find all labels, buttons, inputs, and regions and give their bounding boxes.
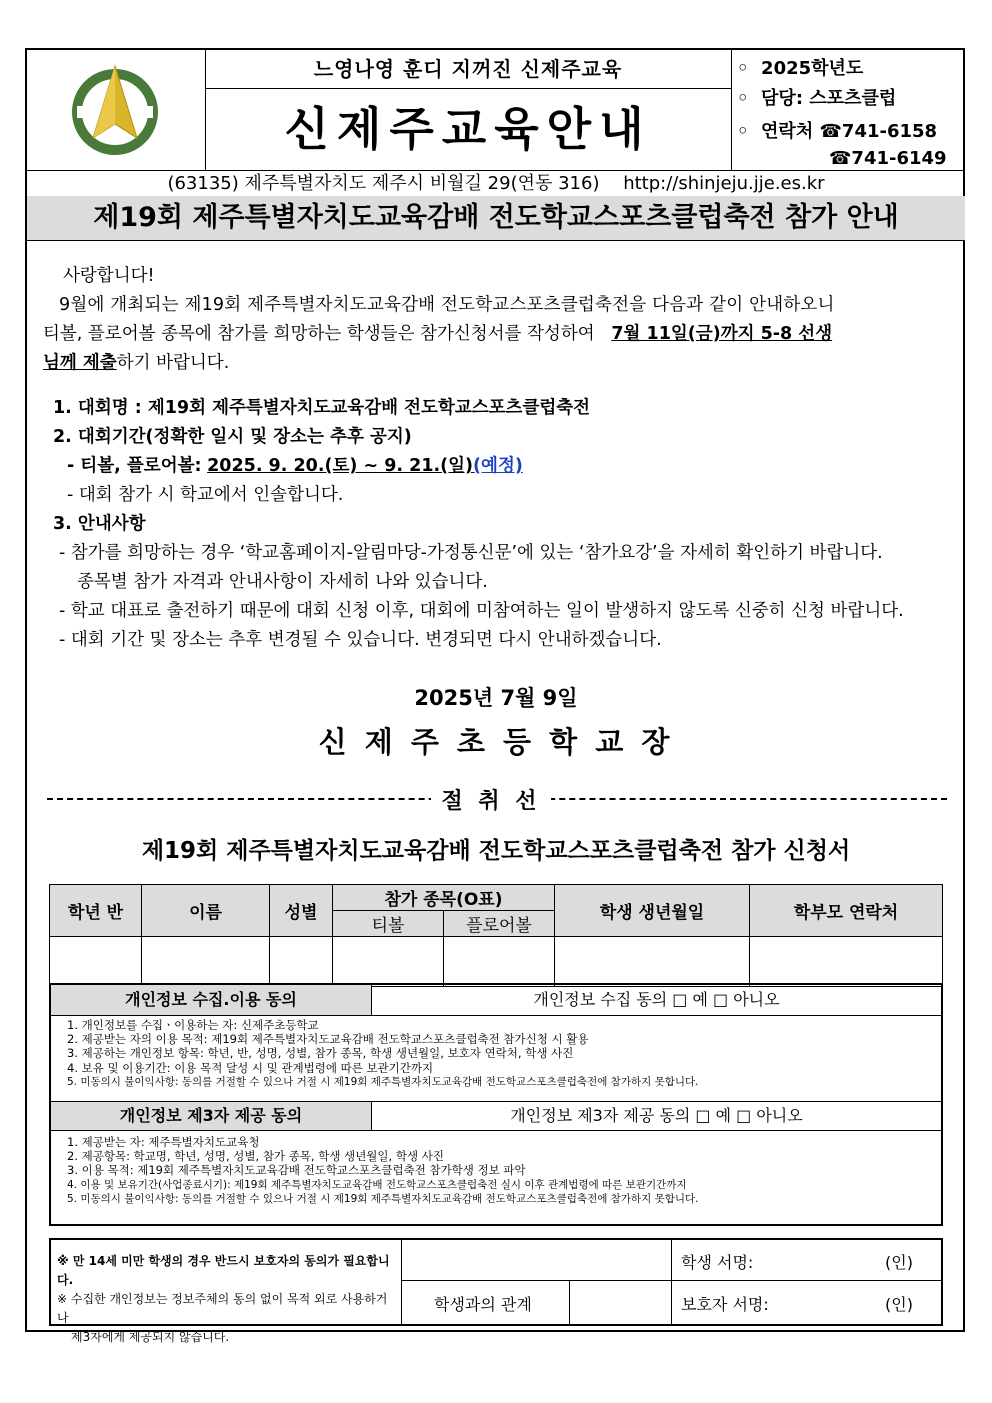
consent2-item: 2. 제공항목: 학교명, 학년, 성명, 성별, 참가 종목, 학생 생년월일, 학생 사진: [67, 1149, 444, 1164]
student-sign-label: 학생 서명:: [681, 1253, 754, 1272]
consent2-header: [51, 1101, 941, 1131]
info-contact: ◦ 연락처 ☎741-6158: [737, 121, 938, 142]
notice-item-3: - 대회 기간 및 장소는 추후 변경될 수 있습니다. 변경되면 다시 안내하겠습니다.: [59, 630, 662, 650]
col-name: 이름: [142, 885, 270, 937]
intro-line-2: 티볼, 플로어볼 종목에 참가를 희망하는 학생들은 참가신청서를 작성하여 7월 11일(금)까지 5-8 선생: [43, 324, 833, 344]
notice-item-1b: 종목별 참가 자격과 안내사항이 자세히 나와 있습니다.: [77, 572, 488, 592]
section-2-period: 2. 대회기간(정확한 일시 및 장소는 추후 공지): [53, 427, 412, 447]
sections-block: [53, 394, 953, 539]
document-title: 제19회 제주특별자치도교육감배 전도학교스포츠클럽축전 참가 안내: [27, 196, 965, 241]
consent2-label: 개인정보 제3자 제공 동의: [51, 1102, 372, 1130]
principal-signature: 신 제 주 초 등 학 교 장: [318, 725, 674, 759]
relation-label: 학생과의 관계: [434, 1295, 532, 1314]
guardian-seal[interactable]: (인): [885, 1295, 913, 1314]
cut-line-label: 절 취 선: [431, 784, 551, 815]
input-contact[interactable]: [750, 937, 943, 987]
intro-block: [43, 262, 953, 378]
consent1-item: 2. 제공받는 자의 이용 목적: 제19회 제주특별자치도교육감배 전도학교스포츠클럽축전 참가신청 시 활용: [67, 1032, 589, 1047]
input-tball[interactable]: [333, 937, 444, 987]
input-floorball[interactable]: [444, 937, 555, 987]
intro-line-1: 9월에 개최되는 제19회 제주특별자치도교육감배 전도학교스포츠클럽축전을 다음과 같이 안내하오니: [59, 295, 835, 315]
input-name[interactable]: [142, 937, 270, 987]
col-contact: 학부모 연락처: [750, 885, 943, 937]
school-motto: 느영나영 훈디 지꺼진 신제주교육: [205, 50, 732, 89]
student-seal[interactable]: (인): [885, 1253, 913, 1272]
section-2-item-2: - 대회 참가 시 학교에서 인솔합니다.: [67, 485, 344, 505]
info-phone2: ☎741-6149: [829, 148, 947, 169]
consent2-agree-checkbox[interactable]: 개인정보 제3자 제공 동의 □ 예 □ 아니오: [510, 1106, 803, 1125]
col-event: 참가 종목(O표): [333, 885, 555, 911]
info-year: ◦ 2025학년도: [737, 58, 864, 79]
consent1-label: 개인정보 수집.이용 동의: [51, 985, 372, 1015]
input-birth[interactable]: [555, 937, 750, 987]
consent-box: [49, 983, 943, 1226]
notice-items: [59, 539, 959, 655]
consent1-agree-checkbox[interactable]: 개인정보 수집 동의 □ 예 □ 아니오: [533, 990, 780, 1009]
section-1-name: 1. 대회명 : 제19회 제주특별자치도교육감배 전도학교스포츠클럽축전: [53, 398, 591, 418]
col-birth: 학생 생년월일: [555, 885, 750, 937]
consent1-item: 4. 보유 및 이용기간: 이용 목적 달성 시 및 관계법령에 따른 보관기간까지: [67, 1060, 434, 1075]
issue-date: 2025년 7월 9일: [414, 686, 578, 710]
notice-item-2: - 학교 대표로 출전하기 때문에 대회 신청 이후, 대회에 미참여하는 일이 발생하지 않도록 신중히 신청 바랍니다.: [59, 601, 904, 621]
notice-item-1: - 참가를 희망하는 경우 ‘학교홈페이지-알림마당-가정통신문’에 있는 ‘참가요강’을 자세히 확인하기 바랍니다.: [59, 543, 883, 563]
consent1-list: [67, 1018, 699, 1089]
divider: [569, 1280, 570, 1324]
section-2-item-1: - 티볼, 플로어볼: 2025. 9. 20.(토) ~ 9. 21.(일)(예정): [67, 456, 523, 476]
signature-notes: [57, 1252, 397, 1347]
consent2-item: 4. 이용 및 보유기간(사업종료시기): 제19회 제주특별자치도교육감배 전도학교스포츠클럽축전 실시 이후 관계법령에 따른 보관기간까지: [67, 1178, 687, 1191]
application-table: [49, 884, 943, 987]
col-grade-class: 학년 반: [50, 885, 142, 937]
col-gender: 성별: [270, 885, 333, 937]
form-title: 제19회 제주특별자치도교육감배 전도학교스포츠클럽축전 참가 신청서: [141, 838, 851, 864]
school-url-link[interactable]: http://shinjeju.jje.es.kr: [623, 173, 825, 194]
consent1-item: 5. 미동의시 불이익사항: 동의를 거절할 수 있으나 거절 시 제19회 제주특별자치도교육감배 전도학교스포츠클럽축전에 참가하지 못합니다.: [67, 1075, 699, 1088]
greeting: 사랑합니다!: [63, 266, 155, 286]
note-age: ※ 만 14세 미만 학생의 경우 반드시 보호자의 동의가 필요합니다.: [57, 1254, 390, 1287]
col-floorball: 플로어볼: [444, 911, 555, 937]
deadline-highlight: 7월 11일(금)까지 5-8 선생: [611, 324, 833, 344]
address-bar: [27, 170, 965, 198]
note-usage: ※ 수집한 개인정보는 정보주체의 동의 없이 목적 외로 사용하거나: [57, 1292, 388, 1325]
newsletter-title: 신제주교육안내: [205, 88, 732, 170]
divider: [401, 1240, 402, 1324]
consent2-item: 5. 미동의시 불이익사항: 동의를 거절할 수 있으나 거절 시 제19회 제주특별자치도교육감배 전도학교스포츠클럽축전에 참가하지 못합니다.: [67, 1192, 699, 1205]
signature-box: [49, 1238, 943, 1344]
input-grade-class[interactable]: [50, 937, 142, 987]
school-logo-cell: [27, 50, 206, 170]
section-3-notice: 3. 안내사항: [53, 514, 146, 534]
input-gender[interactable]: [270, 937, 333, 987]
header-info: [731, 50, 965, 170]
divider: [671, 1240, 672, 1324]
consent1-item: 3. 제공하는 개인정보 항목: 학년, 반, 성명, 성별, 참가 종목, 학생 생년월일, 보호자 연락처, 학생 사진: [67, 1046, 574, 1061]
intro-line-3: 님께 제출하기 바랍니다.: [43, 353, 230, 373]
consent2-list: [67, 1135, 699, 1206]
consent1-item: 1. 개인정보를 수집ㆍ이용하는 자: 신제주초등학교: [67, 1018, 319, 1032]
school-address: (63135) 제주특별자치도 제주시 비월길 29(연동 316): [167, 173, 600, 194]
consent1-header: [51, 985, 941, 1016]
col-tball: 티볼: [333, 911, 444, 937]
note-usage-cont: 제3자에게 제공되지 않습니다.: [71, 1330, 230, 1344]
consent2-item: 3. 이용 목적: 제19회 제주특별자치도교육감배 전도학교스포츠클럽축전 참가학생 정보 파악: [67, 1163, 526, 1178]
school-emblem-icon: [65, 60, 165, 160]
info-manager: ◦ 담당: 스포츠클럽: [737, 88, 897, 109]
consent2-item: 1. 제공받는 자: 제주특별자치도교육청: [67, 1135, 260, 1149]
guardian-sign-label: 보호자 서명:: [681, 1295, 769, 1314]
